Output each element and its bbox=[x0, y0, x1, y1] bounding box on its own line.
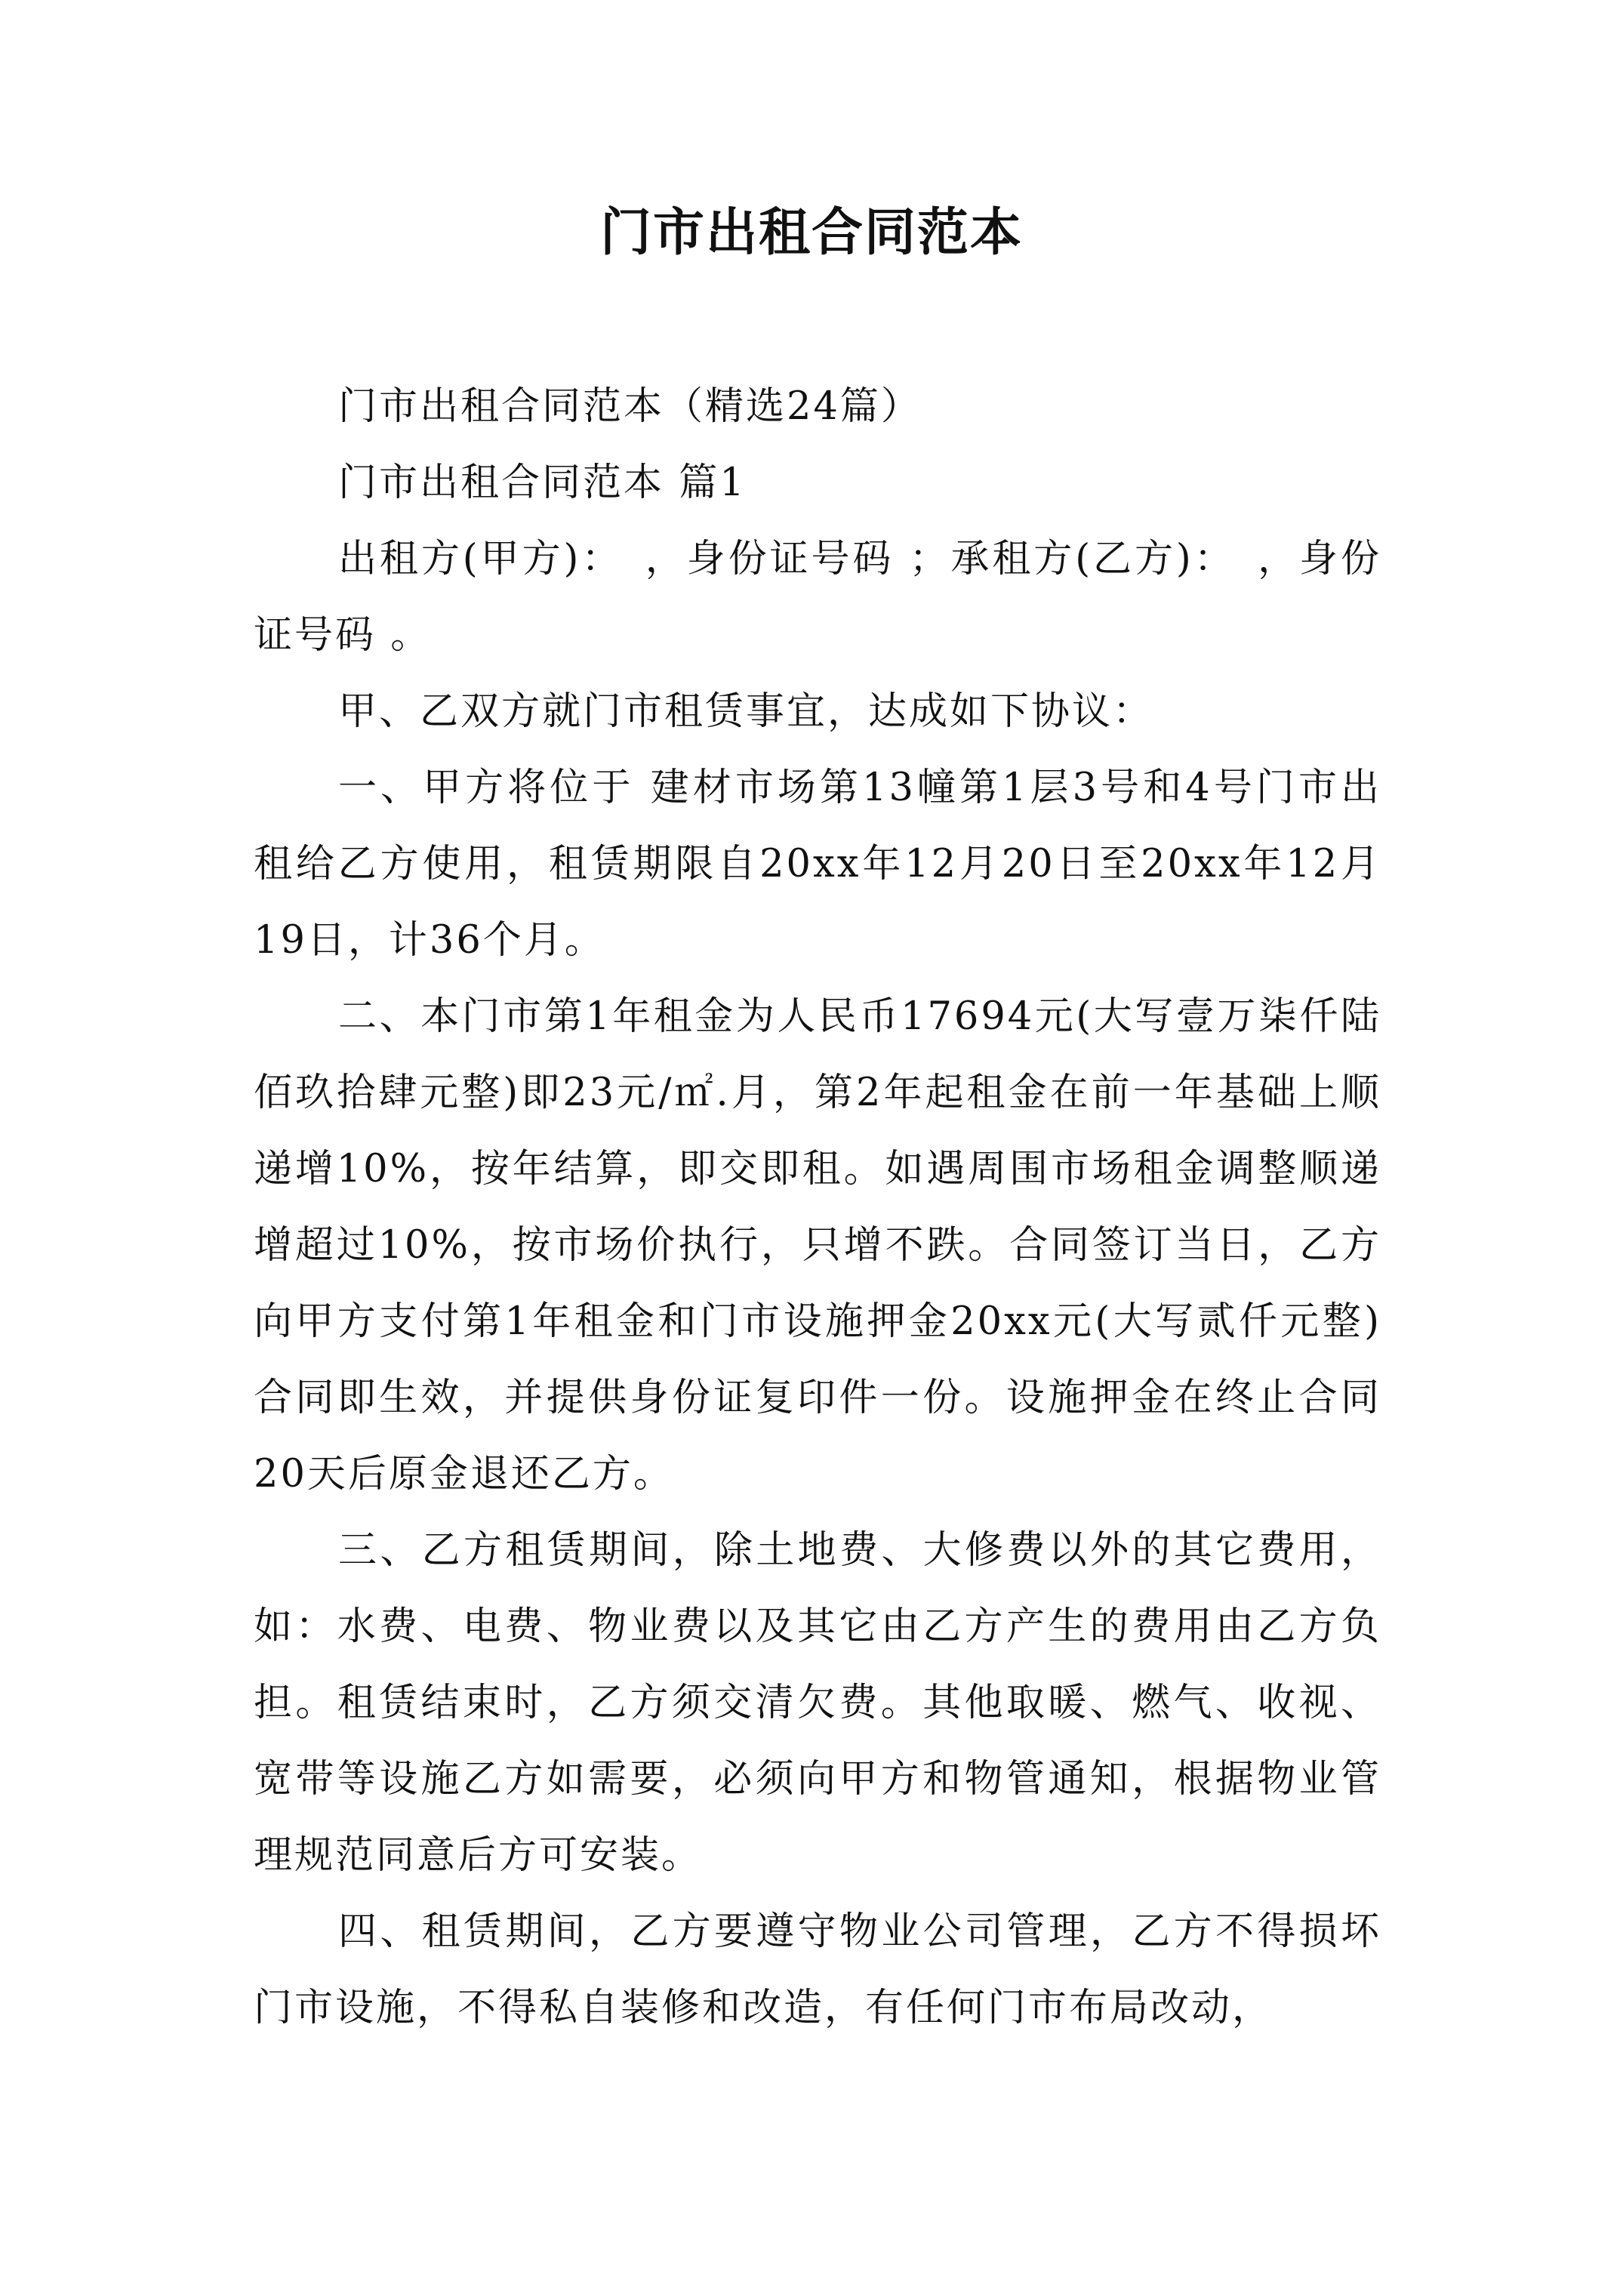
paragraph-clause-1: 一、甲方将位于 建材市场第13幢第1层3号和4号门市出租给乙方使用，租赁期限自20xx年12月20日至20xx年12月19日，计36个月。 bbox=[254, 766, 1381, 963]
document-title: 门市出租合同范本 bbox=[599, 202, 1023, 263]
paragraph-clause-2: 二、本门市第1年租金为人民币17694元(大写壹万柒仟陆佰玖拾肆元整)即23元/㎡.月，第2年起租金在前一年基础上顺递增10%，按年结算，即交即租。如遇周围市场租金调整顺递增超过10%，按市场价执行，只增不跌。合同签订当日，乙方向甲方支付第1年租金和门市设施押金20xx元(大写贰仟元整)合同即生效，并提供身份证复印件一份。设施押金在终止合同20天后原金退还乙方。 bbox=[254, 994, 1381, 1496]
paragraph-agreement-intro: 甲、乙双方就门市租赁事宜，达成如下协议： bbox=[338, 689, 1154, 734]
paragraph-clause-3: 三、乙方租赁期间，除土地费、大修费以外的其它费用，如：水费、电费、物业费以及其它由乙方产生的费用由乙方负担。租赁结束时，乙方须交清欠费。其他取暖、燃气、收视、宽带等设施乙方如需要，必须向甲方和物管通知，根据物业管理规范同意后方可安装。 bbox=[254, 1528, 1381, 1878]
paragraph-section-heading: 门市出租合同范本 篇1 bbox=[338, 461, 747, 505]
paragraph-clause-4: 四、租赁期间，乙方要遵守物业公司管理，乙方不得损坏门市设施，不得私自装修和改造，有任何门市布局改动， bbox=[254, 1909, 1381, 2030]
document-body bbox=[254, 368, 1381, 2046]
paragraph-parties: 出租方(甲方)： ，身份证号码 ；承租方(乙方)： ，身份证号码 。 bbox=[254, 537, 1381, 658]
paragraph-subtitle: 门市出租合同范本（精选24篇） bbox=[338, 384, 922, 429]
